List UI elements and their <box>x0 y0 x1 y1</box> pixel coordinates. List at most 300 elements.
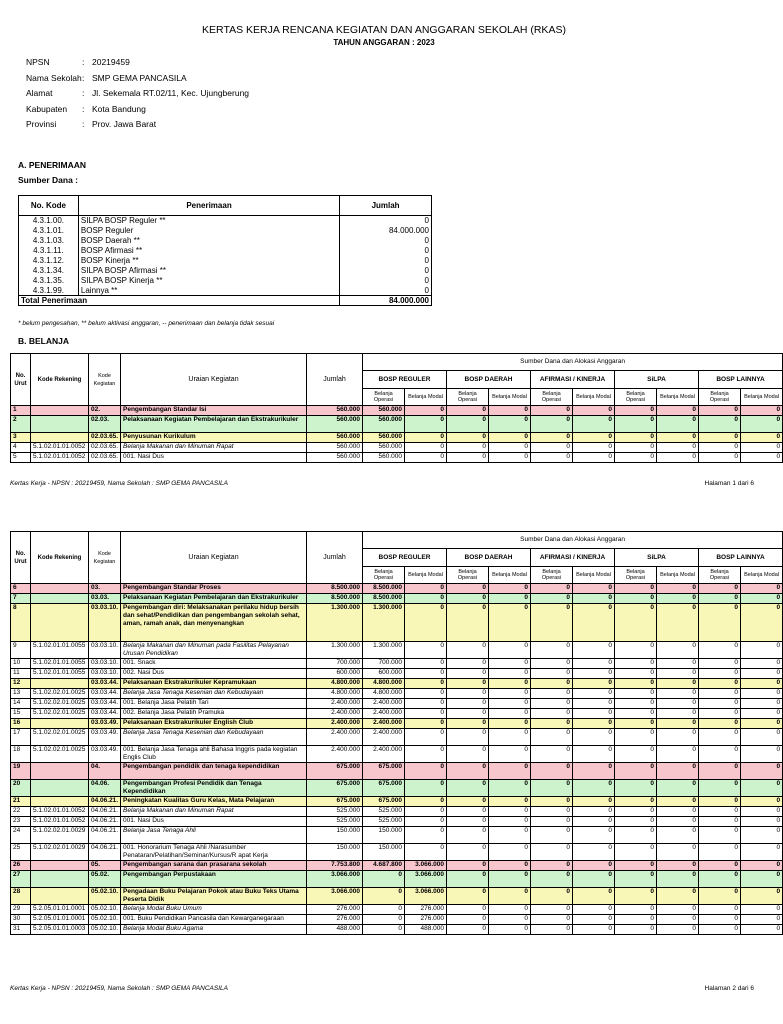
info-row <box>26 71 249 87</box>
footer-left-page2: Kertas Kerja - NPSN : 20219459, Nama Sekolah : SMP GEMA PANCASILA <box>10 985 228 992</box>
total-penerimaan-value: 84.000.000 <box>340 296 432 306</box>
row-alokasi: 0 <box>489 604 531 642</box>
row-alokasi: 0 <box>405 763 447 780</box>
penerimaan-note: * belum pengesahan, ** belum aktivasi anggaran, -- penerimaan dan belanja tidak sesuai <box>18 320 275 327</box>
row-kode-kegiatan: 03.03.10. <box>89 669 121 679</box>
row-jumlah: 2.400.000 <box>307 746 363 763</box>
belanja-row <box>11 642 783 659</box>
row-alokasi: 0 <box>489 915 531 925</box>
belanja-row <box>11 453 783 463</box>
col-uraian: Uraian Kegiatan <box>121 354 307 406</box>
row-kode-rekening <box>31 406 89 416</box>
row-alokasi: 0 <box>615 719 657 729</box>
row-no: 4 <box>11 443 31 453</box>
row-alokasi: 0 <box>657 807 699 817</box>
row-alokasi: 0 <box>573 827 615 844</box>
penerimaan-nama: BOSP Kinerja ** <box>78 256 339 266</box>
row-alokasi: 8.500.000 <box>363 584 405 594</box>
col-group: BOSP DAERAH <box>447 549 531 567</box>
row-alokasi: 0 <box>657 453 699 463</box>
row-jumlah: 560.000 <box>307 443 363 453</box>
row-uraian: 001. Belanja Jasa Tenaga ahli Bahasa Inggris pada kegiatan Englis Club <box>121 746 307 763</box>
row-no: 18 <box>11 746 31 763</box>
row-jumlah: 8.500.000 <box>307 584 363 594</box>
row-alokasi: 0 <box>573 594 615 604</box>
row-alokasi: 0 <box>447 689 489 699</box>
col-belanja-modal: Belanja Modal <box>489 389 531 406</box>
row-kode-rekening: 5.1.02.02.01.0025 <box>31 729 89 746</box>
row-alokasi: 0 <box>741 406 783 416</box>
col-group: AFIRMASI / KINERJA <box>531 371 615 389</box>
row-alokasi: 0 <box>573 584 615 594</box>
row-alokasi: 0 <box>489 807 531 817</box>
info-value: Prov. Jawa Barat <box>92 119 157 129</box>
row-alokasi: 0 <box>405 642 447 659</box>
row-jumlah: 675.000 <box>307 797 363 807</box>
row-alokasi: 0 <box>531 746 573 763</box>
row-alokasi: 0 <box>573 709 615 719</box>
row-alokasi: 0 <box>405 844 447 861</box>
row-alokasi: 0 <box>615 642 657 659</box>
row-alokasi: 0 <box>363 925 405 935</box>
row-jumlah: 1.300.000 <box>307 642 363 659</box>
row-kode-rekening: 5.1.02.02.01.0025 <box>31 709 89 719</box>
row-alokasi: 0 <box>615 763 657 780</box>
row-alokasi: 0 <box>615 780 657 797</box>
row-kode-kegiatan: 03. <box>89 584 121 594</box>
row-alokasi: 0 <box>531 763 573 780</box>
row-alokasi: 0 <box>657 844 699 861</box>
col-group: BOSP LAINNYA <box>699 549 783 567</box>
row-kode-kegiatan: 03.03.10. <box>89 642 121 659</box>
row-alokasi: 0 <box>405 433 447 443</box>
row-no: 1 <box>11 406 31 416</box>
col-group: BOSP LAINNYA <box>699 371 783 389</box>
row-kode-rekening: 5.1.02.02.01.0025 <box>31 699 89 709</box>
row-kode-rekening <box>31 780 89 797</box>
row-alokasi: 0 <box>531 642 573 659</box>
footer-page1: Halaman 1 dari 6 <box>704 480 754 487</box>
col-uraian: Uraian Kegiatan <box>121 532 307 584</box>
penerimaan-row <box>19 226 432 236</box>
row-alokasi: 0 <box>615 915 657 925</box>
row-alokasi: 0 <box>489 888 531 905</box>
penerimaan-jumlah: 0 <box>340 236 432 246</box>
row-alokasi: 0 <box>531 797 573 807</box>
row-alokasi: 0 <box>405 709 447 719</box>
col-belanja-modal: Belanja Modal <box>657 567 699 584</box>
row-jumlah: 2.400.000 <box>307 699 363 709</box>
row-alokasi: 276.000 <box>405 905 447 915</box>
row-alokasi: 0 <box>447 443 489 453</box>
row-no: 16 <box>11 719 31 729</box>
row-alokasi: 0 <box>741 827 783 844</box>
row-alokasi: 0 <box>573 416 615 433</box>
row-jumlah: 525.000 <box>307 807 363 817</box>
row-kode-kegiatan: 04.06.21. <box>89 807 121 817</box>
row-alokasi: 0 <box>489 584 531 594</box>
row-kode-kegiatan: 03.03.44. <box>89 679 121 689</box>
row-alokasi: 0 <box>405 729 447 746</box>
row-alokasi: 0 <box>657 669 699 679</box>
row-alokasi: 0 <box>615 888 657 905</box>
row-alokasi: 0 <box>447 584 489 594</box>
row-alokasi: 1.300.000 <box>363 642 405 659</box>
row-alokasi: 0 <box>741 888 783 905</box>
row-alokasi: 0 <box>699 925 741 935</box>
row-alokasi: 1.300.000 <box>363 604 405 642</box>
belanja-row <box>11 861 783 871</box>
row-alokasi: 0 <box>363 905 405 915</box>
info-colon: : <box>82 103 85 114</box>
row-alokasi: 0 <box>573 861 615 871</box>
row-uraian: Pengembangan Standar Isi <box>121 406 307 416</box>
row-no: 31 <box>11 925 31 935</box>
row-alokasi: 0 <box>741 584 783 594</box>
row-alokasi: 150.000 <box>363 844 405 861</box>
row-alokasi: 0 <box>741 871 783 888</box>
row-alokasi: 0 <box>699 861 741 871</box>
col-belanja-operasi: Belanja Operasi <box>447 567 489 584</box>
row-alokasi: 0 <box>741 679 783 689</box>
row-alokasi: 0 <box>741 746 783 763</box>
col-group: SiLPA <box>615 371 699 389</box>
row-kode-rekening <box>31 763 89 780</box>
row-uraian: Pengembangan sarana dan prasarana sekolah <box>121 861 307 871</box>
row-alokasi: 2.400.000 <box>363 746 405 763</box>
row-no: 9 <box>11 642 31 659</box>
row-uraian: 001. Nasi Dus <box>121 817 307 827</box>
col-kode-rekening: Kode Rekening <box>31 354 89 406</box>
row-kode-rekening: 5.1.02.01.01.0052 <box>31 443 89 453</box>
row-alokasi: 0 <box>405 416 447 433</box>
row-kode-rekening <box>31 604 89 642</box>
penerimaan-kode: 4.3.1.35. <box>19 276 79 286</box>
row-uraian: 001. Snack <box>121 659 307 669</box>
row-alokasi: 0 <box>615 594 657 604</box>
col-belanja-modal: Belanja Modal <box>405 567 447 584</box>
row-alokasi: 0 <box>615 797 657 807</box>
row-alokasi: 0 <box>447 709 489 719</box>
row-alokasi: 0 <box>741 861 783 871</box>
row-kode-kegiatan: 05.02.10. <box>89 915 121 925</box>
belanja-row <box>11 594 783 604</box>
row-alokasi: 0 <box>615 406 657 416</box>
row-kode-kegiatan: 03.03. <box>89 594 121 604</box>
row-uraian: 002. Belanja Jasa Pelatih Pramuka <box>121 709 307 719</box>
belanja-row <box>11 433 783 443</box>
row-alokasi: 0 <box>657 746 699 763</box>
row-alokasi: 0 <box>447 827 489 844</box>
row-jumlah: 7.753.800 <box>307 861 363 871</box>
row-alokasi: 0 <box>615 905 657 915</box>
row-alokasi: 0 <box>699 719 741 729</box>
row-alokasi: 0 <box>657 905 699 915</box>
row-alokasi: 0 <box>573 844 615 861</box>
row-no: 27 <box>11 871 31 888</box>
col-jumlah: Jumlah <box>307 532 363 584</box>
col-belanja-operasi: Belanja Operasi <box>699 567 741 584</box>
row-alokasi: 0 <box>741 817 783 827</box>
row-alokasi: 0 <box>741 905 783 915</box>
info-label: Provinsi <box>26 119 57 129</box>
row-jumlah: 276.000 <box>307 905 363 915</box>
row-alokasi: 0 <box>573 689 615 699</box>
row-alokasi: 0 <box>699 443 741 453</box>
row-alokasi: 0 <box>489 699 531 709</box>
row-alokasi: 0 <box>489 729 531 746</box>
row-kode-rekening: 5.1.02.01.01.0055 <box>31 642 89 659</box>
row-kode-rekening: 5.1.02.02.01.0029 <box>31 827 89 844</box>
row-alokasi: 0 <box>699 915 741 925</box>
info-row <box>26 117 249 133</box>
school-info <box>26 55 249 133</box>
row-no: 30 <box>11 915 31 925</box>
row-alokasi: 0 <box>657 406 699 416</box>
belanja-row <box>11 888 783 905</box>
row-alokasi: 0 <box>615 861 657 871</box>
col-belanja-operasi: Belanja Operasi <box>363 567 405 584</box>
row-alokasi: 0 <box>741 807 783 817</box>
row-kode-rekening <box>31 719 89 729</box>
row-alokasi: 0 <box>657 861 699 871</box>
row-alokasi: 0 <box>615 709 657 719</box>
row-kode-kegiatan: 02.03.65. <box>89 453 121 463</box>
row-kode-rekening <box>31 888 89 905</box>
document-title: KERTAS KERJA RENCANA KEGIATAN DAN ANGGARAN SEKOLAH (RKAS) <box>202 24 566 36</box>
row-alokasi: 0 <box>573 763 615 780</box>
col-no-urut: No. Urut <box>11 532 31 584</box>
penerimaan-jumlah: 0 <box>340 266 432 276</box>
row-alokasi: 0 <box>657 709 699 719</box>
penerimaan-kode: 4.3.1.01. <box>19 226 79 236</box>
row-uraian: Pelaksanaan Ekstrakurikuler Kepramukaan <box>121 679 307 689</box>
row-alokasi: 0 <box>363 888 405 905</box>
row-alokasi: 0 <box>657 594 699 604</box>
row-alokasi: 0 <box>573 925 615 935</box>
row-alokasi: 0 <box>699 871 741 888</box>
belanja-row <box>11 925 783 935</box>
penerimaan-jumlah: 0 <box>340 276 432 286</box>
row-alokasi: 0 <box>573 817 615 827</box>
row-kode-kegiatan: 05. <box>89 861 121 871</box>
row-kode-kegiatan: 05.02.10. <box>89 905 121 915</box>
info-label: NPSN <box>26 57 50 67</box>
row-alokasi: 0 <box>405 817 447 827</box>
row-kode-rekening: 5.1.02.01.01.0052 <box>31 453 89 463</box>
row-alokasi: 0 <box>447 416 489 433</box>
col-belanja-modal: Belanja Modal <box>741 389 783 406</box>
belanja-row <box>11 871 783 888</box>
row-alokasi: 675.000 <box>363 763 405 780</box>
row-alokasi: 4.687.800 <box>363 861 405 871</box>
row-no: 29 <box>11 905 31 915</box>
row-kode-kegiatan: 02.03.65. <box>89 443 121 453</box>
row-alokasi: 0 <box>615 729 657 746</box>
penerimaan-row <box>19 246 432 256</box>
info-colon: : <box>82 119 85 129</box>
row-alokasi: 0 <box>615 844 657 861</box>
row-alokasi: 560.000 <box>363 433 405 443</box>
row-alokasi: 0 <box>657 443 699 453</box>
row-alokasi: 0 <box>405 659 447 669</box>
row-jumlah: 276.000 <box>307 915 363 925</box>
row-jumlah: 525.000 <box>307 817 363 827</box>
row-alokasi: 0 <box>657 871 699 888</box>
row-alokasi: 0 <box>405 443 447 453</box>
row-alokasi: 0 <box>405 453 447 463</box>
row-no: 5 <box>11 453 31 463</box>
row-alokasi: 3.066.000 <box>405 861 447 871</box>
row-alokasi: 0 <box>447 746 489 763</box>
row-alokasi: 0 <box>489 679 531 689</box>
row-kode-kegiatan: 04.06.21. <box>89 797 121 807</box>
row-alokasi: 0 <box>489 433 531 443</box>
row-alokasi: 0 <box>741 797 783 807</box>
row-alokasi: 0 <box>657 416 699 433</box>
row-no: 25 <box>11 844 31 861</box>
row-uraian: 001. Honorarium Tenaga Ahli /Narasumber Penataran/Pelatihan/Seminar/Kursus/R apat Kerja <box>121 844 307 861</box>
row-alokasi: 0 <box>657 584 699 594</box>
row-kode-kegiatan: 04.06.21. <box>89 827 121 844</box>
row-alokasi: 0 <box>531 871 573 888</box>
penerimaan-kode: 4.3.1.12. <box>19 256 79 266</box>
row-alokasi: 4.800.000 <box>363 689 405 699</box>
row-alokasi: 0 <box>489 797 531 807</box>
penerimaan-row <box>19 216 432 226</box>
row-uraian: Peningkatan Kualitas Guru Kelas, Mata Pelajaran <box>121 797 307 807</box>
info-row <box>26 86 249 102</box>
row-uraian: Pengembangan Profesi Pendidik dan Tenaga Kependidikan <box>121 780 307 797</box>
belanja-row <box>11 763 783 780</box>
row-alokasi: 0 <box>531 925 573 935</box>
row-alokasi: 0 <box>531 453 573 463</box>
col-jumlah: Jumlah <box>340 196 432 216</box>
row-alokasi: 0 <box>531 719 573 729</box>
penerimaan-kode: 4.3.1.11. <box>19 246 79 256</box>
row-uraian: Belanja Makanan dan Minuman Rapat <box>121 443 307 453</box>
row-alokasi: 0 <box>489 763 531 780</box>
row-kode-kegiatan: 02. <box>89 406 121 416</box>
row-uraian: Pelaksanaan Kegiatan Pembelajaran dan Ekstrakurikuler <box>121 594 307 604</box>
row-kode-rekening <box>31 871 89 888</box>
row-kode-kegiatan: 05.02.10. <box>89 888 121 905</box>
row-alokasi: 0 <box>489 416 531 433</box>
col-kode-rekening: Kode Rekening <box>31 532 89 584</box>
row-alokasi: 0 <box>405 719 447 729</box>
row-kode-kegiatan: 03.03.10. <box>89 659 121 669</box>
row-alokasi: 0 <box>489 861 531 871</box>
row-alokasi: 0 <box>657 642 699 659</box>
row-uraian: Belanja Modal Buku Umum <box>121 905 307 915</box>
row-alokasi: 0 <box>741 915 783 925</box>
row-alokasi: 0 <box>699 642 741 659</box>
row-alokasi: 0 <box>741 453 783 463</box>
row-alokasi: 0 <box>741 416 783 433</box>
penerimaan-jumlah: 0 <box>340 286 432 296</box>
row-uraian: Pelaksanaan Ekstrakurikuler English Club <box>121 719 307 729</box>
row-alokasi: 0 <box>531 905 573 915</box>
row-alokasi: 0 <box>573 905 615 915</box>
row-alokasi: 0 <box>573 915 615 925</box>
row-alokasi: 0 <box>405 594 447 604</box>
belanja-row <box>11 844 783 861</box>
row-alokasi: 0 <box>447 915 489 925</box>
belanja-row <box>11 699 783 709</box>
row-jumlah: 560.000 <box>307 453 363 463</box>
belanja-row <box>11 709 783 719</box>
row-alokasi: 0 <box>531 817 573 827</box>
row-alokasi: 0 <box>573 453 615 463</box>
row-no: 26 <box>11 861 31 871</box>
row-kode-kegiatan: 03.03.49. <box>89 729 121 746</box>
footer-page2: Halaman 2 dari 6 <box>704 985 754 992</box>
row-jumlah: 3.066.000 <box>307 888 363 905</box>
row-jumlah: 600.000 <box>307 669 363 679</box>
row-alokasi: 0 <box>531 709 573 719</box>
row-alokasi: 0 <box>489 709 531 719</box>
row-alokasi: 0 <box>741 433 783 443</box>
row-kode-rekening: 5.1.02.02.01.0025 <box>31 746 89 763</box>
row-alokasi: 0 <box>531 584 573 594</box>
row-alokasi: 0 <box>447 679 489 689</box>
row-alokasi: 0 <box>699 817 741 827</box>
row-alokasi: 0 <box>447 925 489 935</box>
row-alokasi: 0 <box>657 817 699 827</box>
row-kode-kegiatan: 04. <box>89 763 121 780</box>
row-alokasi: 8.500.000 <box>363 594 405 604</box>
row-alokasi: 0 <box>741 669 783 679</box>
row-alokasi: 0 <box>699 780 741 797</box>
penerimaan-row <box>19 266 432 276</box>
row-no: 19 <box>11 763 31 780</box>
row-alokasi: 0 <box>615 669 657 679</box>
row-alokasi: 0 <box>573 746 615 763</box>
row-alokasi: 0 <box>405 699 447 709</box>
row-alokasi: 0 <box>615 817 657 827</box>
row-alokasi: 0 <box>489 780 531 797</box>
info-value: SMP GEMA PANCASILA <box>92 72 187 83</box>
row-uraian: Belanja Jasa Tenaga Kesenian dan Kebudayaan <box>121 729 307 746</box>
penerimaan-nama: SILPA BOSP Reguler ** <box>78 216 339 226</box>
row-alokasi: 0 <box>657 433 699 443</box>
row-alokasi: 0 <box>741 689 783 699</box>
row-alokasi: 0 <box>699 905 741 915</box>
row-jumlah: 675.000 <box>307 763 363 780</box>
row-alokasi: 0 <box>573 807 615 817</box>
row-uraian: Pengembangan Standar Proses <box>121 584 307 594</box>
row-kode-rekening: 5.1.02.02.01.0029 <box>31 844 89 861</box>
belanja-row <box>11 659 783 669</box>
row-alokasi: 0 <box>447 817 489 827</box>
penerimaan-row <box>19 236 432 246</box>
row-kode-rekening <box>31 861 89 871</box>
row-alokasi: 0 <box>741 780 783 797</box>
penerimaan-row <box>19 276 432 286</box>
row-alokasi: 0 <box>447 669 489 679</box>
row-jumlah: 560.000 <box>307 433 363 443</box>
row-uraian: Belanja Modal Buku Agama <box>121 925 307 935</box>
row-alokasi: 0 <box>699 604 741 642</box>
row-kode-rekening <box>31 433 89 443</box>
row-alokasi: 0 <box>657 888 699 905</box>
penerimaan-jumlah: 0 <box>340 216 432 226</box>
row-no: 24 <box>11 827 31 844</box>
row-alokasi: 0 <box>489 689 531 699</box>
row-kode-rekening: 5.2.05.01.01.0003 <box>31 925 89 935</box>
row-alokasi: 0 <box>447 905 489 915</box>
row-no: 14 <box>11 699 31 709</box>
